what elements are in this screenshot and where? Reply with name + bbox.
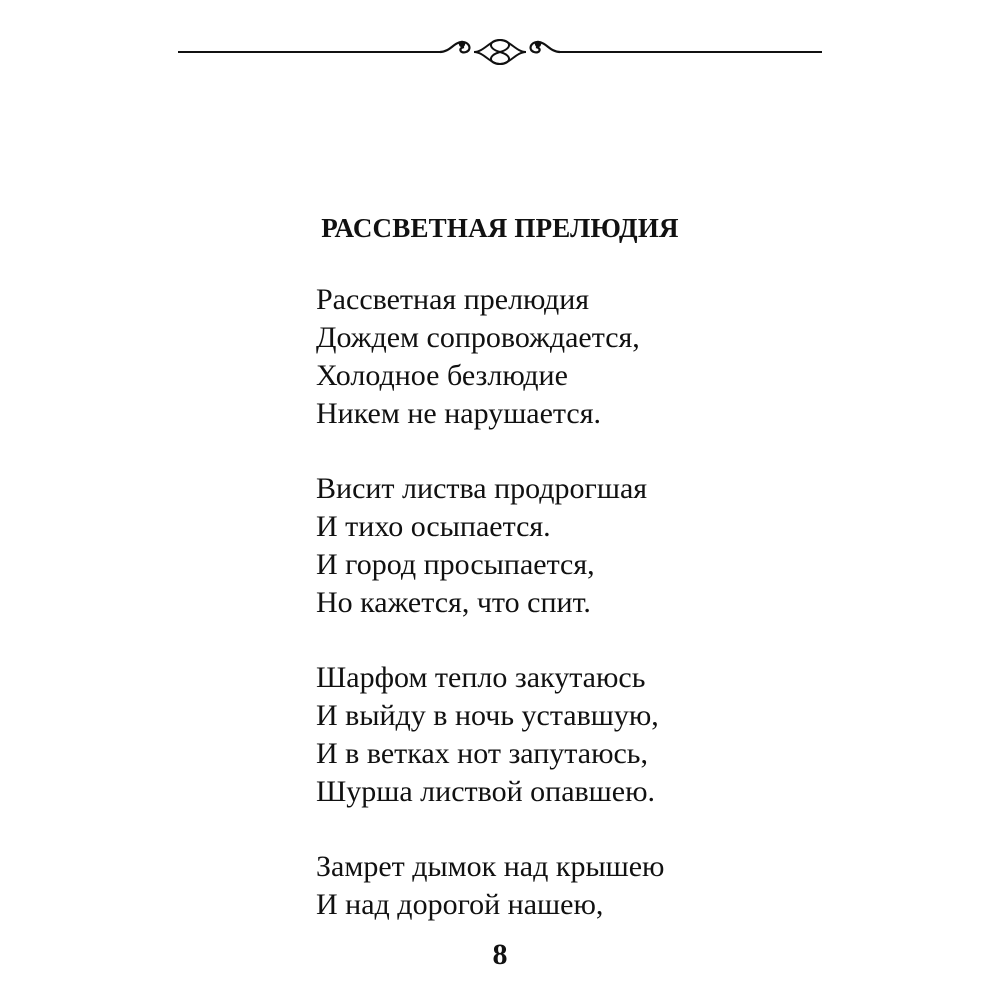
stanza — [316, 659, 836, 811]
stanza — [316, 470, 836, 622]
poem-line: Никем не нарушается. — [316, 397, 602, 430]
poem-line: Холодное безлюдие — [316, 359, 568, 392]
stanza — [316, 848, 836, 924]
poem-line: Замрет дымок над крышею — [316, 850, 665, 883]
poem-line: И выйду в ночь уставшую, — [316, 699, 659, 732]
poem-line: И в ветках нот запутаюсь, — [316, 737, 648, 770]
poem-line: И над дорогой нашею, — [316, 888, 604, 921]
poem-line: И тихо осыпается. — [316, 510, 551, 543]
poem-title: РАССВЕТНАЯ ПРЕЛЮДИЯ — [321, 213, 679, 243]
page-number: 8 — [492, 938, 508, 971]
poem-line: Шарфом тепло закутаюсь — [316, 661, 646, 694]
poem-line: Но кажется, что спит. — [316, 586, 591, 619]
poem-line: Висит листва продрогшая — [316, 472, 648, 505]
poem-line: Шурша листвой опавшею. — [316, 775, 656, 808]
header-ornament-rule — [178, 28, 822, 68]
poem-line: Дождем сопровождается, — [316, 321, 640, 354]
poem-line: И город просыпается, — [316, 548, 595, 581]
stanza — [316, 281, 836, 433]
poem-body — [316, 281, 836, 961]
poem-line: Рассветная прелюдия — [316, 283, 590, 316]
ornament-divider-icon — [178, 28, 822, 68]
